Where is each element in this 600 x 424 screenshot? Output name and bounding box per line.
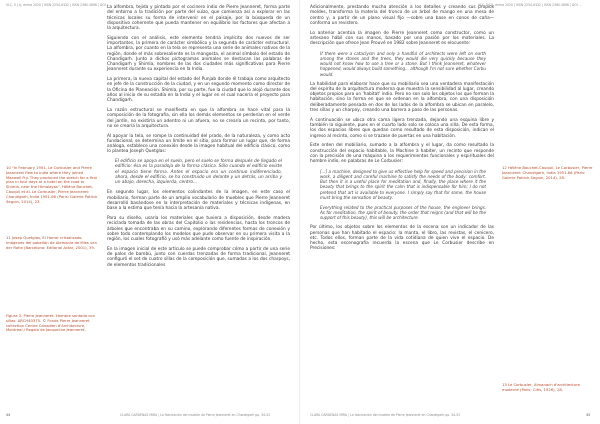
paragraph: La habilidad para elaborar hace que su mobiliario sea una verdadera manifestación del espíritu de la arquitectura moderna que muestra la sensibilidad al lugar, creando objetos propios para un 'habitat' indio. Pero no son solo los objetos los que forman la habitación, sino la forma en que se ordenan en la alfombra, con una disposición deliberadamente pensada en dos de los lados de la alfombra se ubican en paralelo, tres sillas y un charpoy, creando una barrera a paso de las personas.: [310, 81, 494, 113]
running-foot-right: CLARA CARDENAS MIRA | La fabricación del mueble de Pierre Jeanneret en Chandigarh pp. 34-52: [310, 413, 461, 417]
paragraph: Por último, los objetos sobre los elementos de la escena son un indicador de las personas que han habitado el espacio: la manta, el libro, las revistas, el cenicero, etc. Todos ellos, forman parte de la vida cotidiana de quien vive el espacio. De hecho, esta escenografía recuerda la escena que Le Corbusier describe en Precisiones:: [310, 225, 494, 252]
paragraph: A continuación se ubica otra cama ligera trenzada, dejando una esquina libre y también la siguiente, pues en el cuarto lado solo se coloca una silla. De esta forma, los dos espacios libres que quedan como resultado de esta disposición, indican el ingreso al recinto, como si se trazase de puertas en una habitación.: [310, 117, 494, 139]
paragraph: En segundo lugar, los elementos colindantes de la imagen, en este caso el mobiliario, forman parte de un amplio vocabulario de muebles que Pierre Jeanneret desarrolló basándose en la interpretación de materiales y técnicas indígenas, en base a la estima que tenía hacia la artesanía nativa.: [107, 190, 290, 212]
paragraph: Para su diseño, usaría los materiales que tuviera a disposición, desde madera reciclada tomada de las obras del Capitolio o las residencias, hasta los troncos de árboles que encontraba en su camino, explorando diferentes formas de conexión y sobre todo contemplando los modelos que pudo observar en su primera visita a la región, los cuales fotografió y usó más adelante como fuente de inspiración.: [107, 216, 290, 243]
figure-caption: Figura 3. Pierre Jeanneret. Hombre sentado con sillas. ARCH40375. © Fonds Pierre Jeanneret collection Centre Canadien d'Architecture, Montreal / Regalo de Jacqueline Jeanneret.: [6, 314, 95, 333]
paragraph: La razón estructural se manifiesta en que la alfombra se hace vital para la composición de la fotografía, sin ella los demás elementos se perderían en el verde del jardín, no existiría un adentro ni un afuera, no se crearía un recinto, por tanto, no se crearía la arquitectura.: [107, 108, 290, 129]
paragraph: Lo anterior acentúa la imagen de Pierre Jeanneret como constructor, como un artesano hábil con sus manos, basado por una pasión por los materiales. La descripción que ofrece Jean Prouvé en 1982 sobre Jeanneret es elocuente:: [310, 30, 494, 47]
block-quote: Everything related to the practical purposes of the house, the engineer brings. As for meditation, the spirit of beauty, the order that reigns (and that will be the support of this beauty), this will be architecture.: [320, 204, 486, 221]
paragraph: La primera, la nueva capital del estado del Punjab donde él trabaja como arquitecto en jefe de la construcción de la ciudad, y en un segundo momento como director de la Oficina de Planeación. Shimla, por su parte, fue la ciudad que lo alojó durante dos años al inicio de su estadía en la India y el lugar en el cual nacería el proyecto para Chandigarh.: [107, 77, 290, 104]
paragraph: La alfombra, tejida y pintada por el cocinero indio de Pierre Jeanneret, forma parte del entorno a la tradición por parte del suizo, que comienza así a explorar en las técnicas locales su forma de intervenir en el paisaje, por la búsqueda de un dispositivo coherente que pueda mantener en equilibrio los factores que afectan a la arquitectura.: [107, 5, 290, 31]
running-head-left: VLC. 5 (1), enero 2020 | ISSN 2254-6332 | ISSN 2360-5896 | DOI ...: [6, 3, 110, 7]
block-quote: El edificio se apoya en el suelo, pero el suelo se forma después de llegado el edificio: ésa es la paradoja de la forma clásica. Sólo cuando el edificio existe el espacio tiene forma. Antes el espacio era un continuo indiferenciado, ahora, desde el edificio, se ha construido un delante y un detrás, un arriba y un abajo, derecha, izquierda, centro...: [115, 159, 282, 186]
right-body-column: [310, 5, 494, 256]
side-note-10: 10 "In February 1951, Le Corbusier and Pierre Jeanneret flew to India where they joined Maxwell Fry. They produced the sketch for a first plan in four days at a hotel on the road to Shimla, near the Himalayas". Héléne Bauchet-Cauquil et al. Le Corbusier, Pierre Jeanneret: Chandigarh, India 1951-66 (Paris: Galerie Patrick Seguin, 2014), 23.: [6, 166, 98, 204]
paragraph: Este orden del mobiliario, sumado a la alfombra y el lugar, da como resultado la construcción del espacio habitable, la Machine à habiter, un recinto que responde con la precisión de una máquina a los requerimientos funcionales y espirituales del hombre indio, en palabras de Le Corbusier:: [310, 143, 494, 165]
block-quote: [...] a machine, designed to give us effective help for speed and precision in the work, a diligent and careful machine to satisfy the needs of the body: comfort. But then it is a useful place for meditation and, finally, the place where it the beauty that brings to the spirit the calm that is indispensable for him; I do not pretend that art is available to everyone. I simply say that for some, the house must bring the sensation of beauty.: [320, 169, 486, 200]
left-body-column: [107, 5, 290, 273]
running-head-right: VLC. 5 (1), enero 2020 | ISSN 2254-6332 | ISSN 2360-5896 | DOI ...: [478, 3, 582, 7]
page-number-right: 45: [586, 413, 591, 417]
paragraph: En la imagen inicial de este artículo se puede comprobar cómo a partir de una serie de palos de bambú, junto con cuerdas trenzadas de forma tradicional, Jeanneret configuró el set de cuatro sillas de la composición que, sumadas a los dos charpoys, de elementos tradicionales: [107, 246, 290, 268]
side-note-12: 12 Héléne Bauchet-Cauquil, Le Corbusier, Pierre Jeanneret: Chandigarh, India 1951-66 (Paris: Galerie Patrick Seguin, 2014), 28.: [502, 166, 593, 180]
right-page: [300, 0, 600, 424]
block-quote: If there were a cataclysm and only a handful of architects were left on earth among the stones and the trees, they would die very quickly because they would not know how to use a tree or a stone. But I think Jeanneret, whatever happened, would always build something... although I'm not sure whether Corbu would.: [320, 50, 486, 77]
side-note-11: 11 Josep Quetglas, El Horror cristalizado. Imágenes del pabellón de Alemania de Mies van der Rohe (Barcelona: Editorial Actar, 2001), 39.: [6, 236, 97, 250]
paragraph: Siguiendo con el análisis, este elemento tendría implícito dos nuevos de ser importantes, la primera de carácter simbólico y la segunda de carácter estructural. La alfombra, por cuanto en la tela se representa una serie de animales nativos de la región, donde el más sobresaliente es la mangosta, el animal símbolo del estado de Chandigarh. Junto a dichos pictogramas animales se destacan las palabras de Chandigarh y Shimla, nombres de las dos ciudades más significativas para Pierre Jeanneret durante su experiencia en la India.: [107, 35, 290, 73]
side-note-13: 13 Le Corbusier, Almanach d'architecture moderne (Paris: Crès, 1926), 28.: [502, 383, 580, 392]
paragraph: Al apoyar la tela, se rompe la continuidad del prado, de la naturaleza, y como acto fundacional, se determina un límite en el sitio, para formar un lugar que, de forma análoga, establece una conexión desde la imagen habitual del edificio clásico, como lo plantea Joseph Quetglas:: [107, 133, 290, 155]
page-number-left: 44: [6, 413, 11, 417]
running-foot-left: CLARA CARDENAS MIRA | La fabricación del mueble de Pierre Jeanneret en Chandigarh pp. 34-52: [120, 413, 271, 417]
paragraph: Adicionalmente, prestando mucha atención a los detalles y creando sus propios moldes, transforma la materia del tronco de un árbol de mango en una mesa de centro y, a partir de un plano visual fijo —sobre una base en conos de caña— conforma un revistero.: [310, 5, 494, 26]
